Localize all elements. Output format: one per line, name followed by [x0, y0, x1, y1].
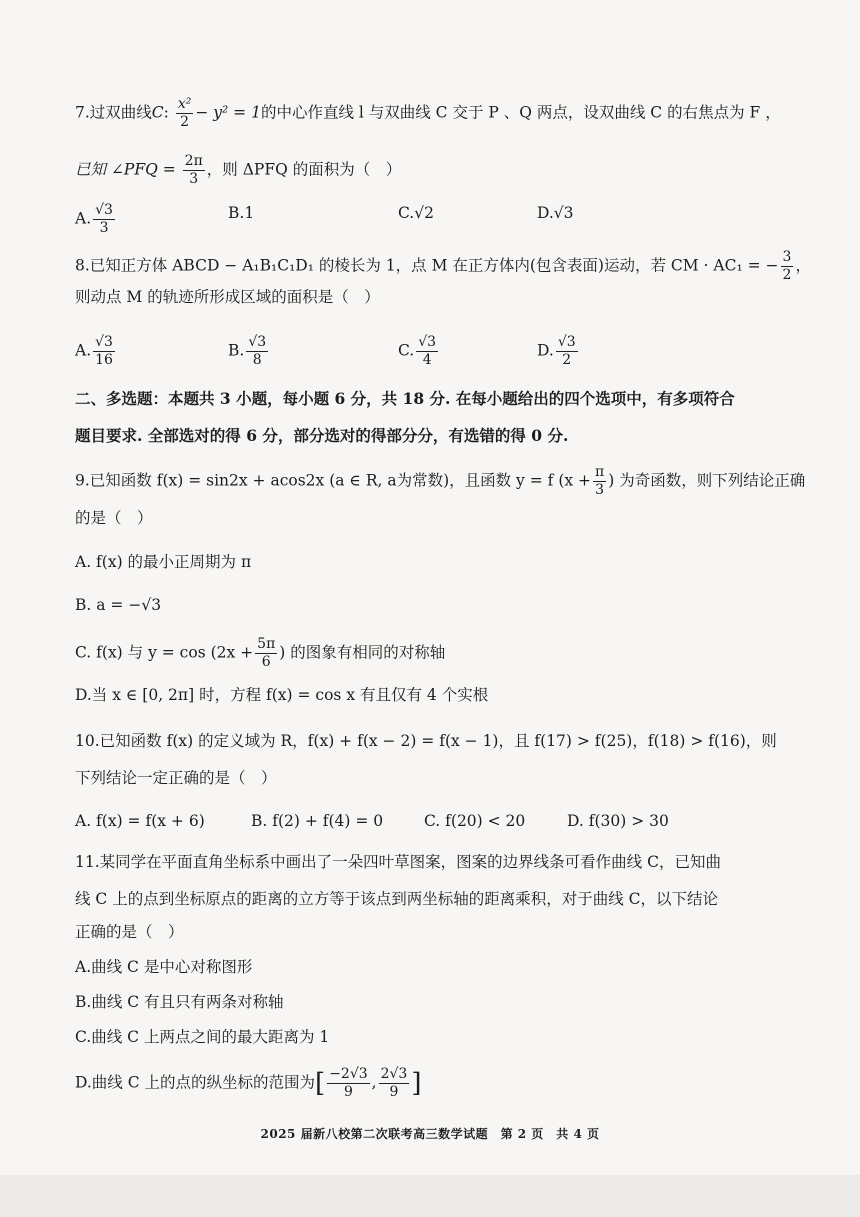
- q7-stem-line1: 7.过双曲线C: $\frac{\text{x²}}{2}$ − y² = 1的中心作直线 l 与双曲线 C 交于 P 、Q 两点，设双曲线 C 的右焦点为 F ，: [75, 96, 781, 130]
- q9-stem-line2: 的是（ ）: [75, 509, 153, 527]
- q11-option-b: B.曲线 C 有且只有两条对称轴: [75, 993, 284, 1011]
- q11-option-d: D.曲线 C 上的点的纵坐标的范围为[ $\frac{-2√3}{9}$ , $\frac{2√3}{9}$ ]: [75, 1066, 422, 1100]
- q11-stem-line2: 线 C 上的点到坐标原点的距离的立方等于该点到两坐标轴的距离乘积，对于曲线 C，以下结论: [75, 890, 719, 908]
- q10-stem-line2: 下列结论一定正确的是（ ）: [75, 769, 277, 787]
- q10-option-c: C. f(20) < 20: [424, 812, 526, 830]
- q9-option-c: C. f(x) 与 y = cos (2x + $\frac{5\pi}{6}$ ) 的图象有相同的对称轴: [75, 636, 446, 670]
- q7-equation-fraction: $\frac{\text{x²}}{2}$: [177, 96, 192, 130]
- q9-option-d: D.当 x ∈ [0, 2π] 时，方程 f(x) = cos x 有且仅有 4 个实根: [75, 686, 489, 704]
- q10-stem-line1: 10.已知函数 f(x) 的定义域为 R，f(x) + f(x − 2) = f(x − 1)，且 f(17) > f(25)，f(18) > f(16)，则: [75, 732, 777, 750]
- q9-stem-line1: 9.已知函数 f(x) = sin2x + acos2x (a ∈ R, a为常数)，且函数 y = f (x + $\frac{\pi}{3}$ ) 为奇函数，则下列结论正确: [75, 464, 806, 498]
- q8-stem-line2: 则动点 M 的轨迹所形成区域的面积是（ ）: [75, 288, 380, 306]
- q11-option-a: A.曲线 C 是中心对称图形: [75, 958, 253, 976]
- q8-rhs-fraction: $\frac{3}{2}$: [782, 249, 792, 283]
- q7-angle-fraction: $\frac{2\pi}{3}$: [184, 153, 203, 187]
- q11-stem-line1: 11.某同学在平面直角坐标系中画出了一朵四叶草图案，图案的边界线条可看作曲线 C，已知曲: [75, 853, 721, 871]
- scan-bottom-margin: [0, 1175, 860, 1217]
- q8-option-b: B. $\frac{√3}{8}$: [228, 334, 267, 368]
- q8-option-d: D. $\frac{√3}{2}$: [537, 334, 576, 368]
- q10-option-d: D. f(30) > 30: [567, 812, 669, 830]
- q9-option-b: B. a = −√3: [75, 596, 162, 614]
- q11-stem-line3: 正确的是（ ）: [75, 923, 184, 941]
- q8-stem-line1: 8.已知正方体 ABCD − A₁B₁C₁D₁ 的棱长为 1，点 M 在正方体内(包含表面)运动，若 CM · AC₁ = − $\frac{3}{2}$ ，: [75, 249, 811, 283]
- q11-option-c: C.曲线 C 上两点之间的最大距离为 1: [75, 1028, 330, 1046]
- q7-stem-line2: 已知 ∠PFQ = $\frac{2\pi}{3}$ ，则 ΔPFQ 的面积为（ ）: [75, 153, 402, 187]
- q9-option-a: A. f(x) 的最小正周期为 π: [75, 553, 252, 571]
- section2-instructions-line1: 二、多选题：本题共 3 小题，每小题 6 分，共 18 分. 在每小题给出的四个选项中，有多项符合: [75, 389, 735, 408]
- q7-option-d: D.√3: [537, 204, 574, 222]
- section2-instructions-line2: 题目要求. 全部选对的得 6 分，部分选对的得部分分，有选错的得 0 分.: [75, 426, 569, 445]
- page-footer: 2025 届新八校第二次联考高三数学试题 第 2 页 共 4 页: [260, 1127, 600, 1141]
- q7-option-c: C.√2: [398, 204, 434, 222]
- q10-option-b: B. f(2) + f(4) = 0: [251, 812, 384, 830]
- q8-option-a: A. $\frac{√3}{16}$: [75, 334, 113, 368]
- q9-shift-fraction: $\frac{\pi}{3}$: [595, 464, 605, 498]
- q7-option-b: B.1: [228, 204, 255, 222]
- q10-option-a: A. f(x) = f(x + 6): [75, 812, 205, 830]
- q8-option-c: C. $\frac{√3}{4}$: [398, 334, 437, 368]
- q7-option-a: A. $\frac{√3}{3}$: [75, 202, 113, 236]
